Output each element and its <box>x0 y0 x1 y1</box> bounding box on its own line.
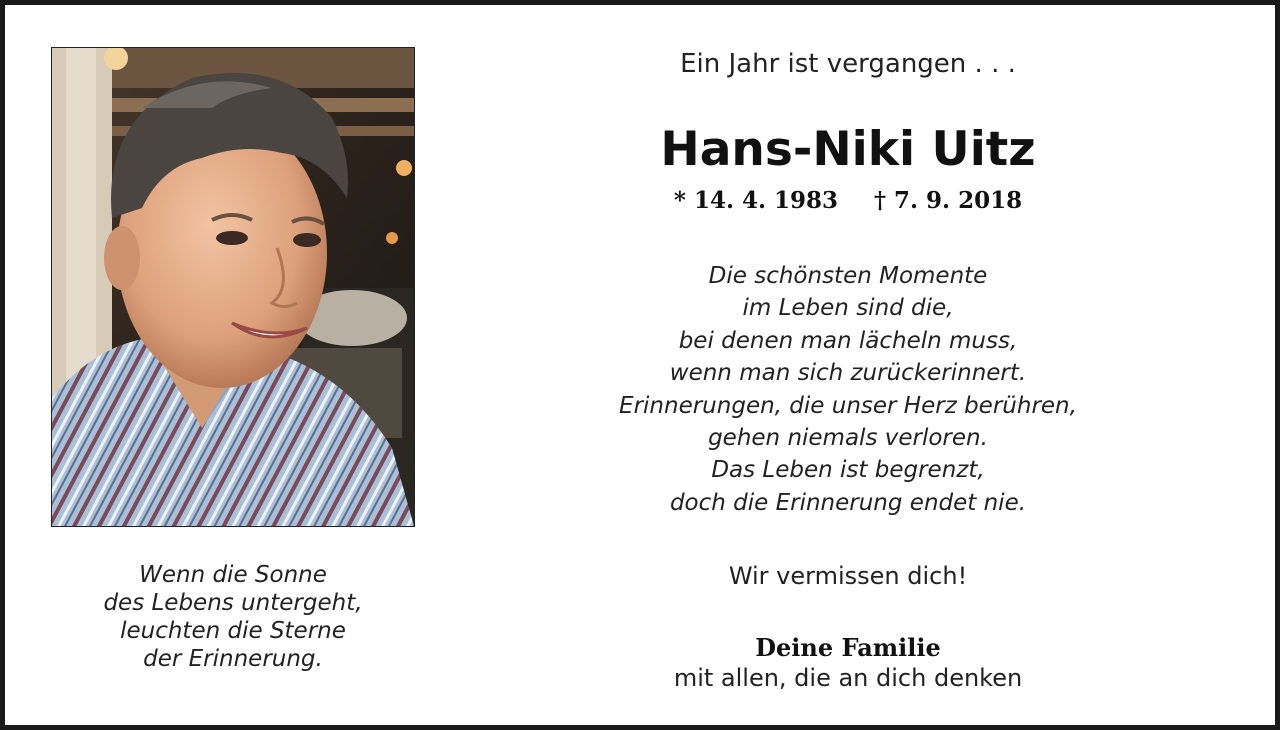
verse-line: leuchten die Sterne <box>120 618 346 644</box>
portrait-photo <box>51 47 415 527</box>
signature-block <box>565 633 1131 693</box>
poem-line: wenn man sich zurückerinnert. <box>669 360 1027 387</box>
verse-line: der Erinnerung. <box>143 646 323 672</box>
deceased-name: Hans-Niki Uitz <box>660 122 1036 177</box>
poem-line: Erinnerungen, die unser Herz berühren, <box>619 392 1077 419</box>
birth-date: * 14. 4. 1983 <box>673 187 838 214</box>
life-dates <box>565 186 1131 216</box>
signature-subline: mit allen, die an dich denken <box>673 664 1023 692</box>
verse-line: des Lebens untergeht, <box>103 590 363 616</box>
signature: Deine Familie <box>755 633 941 662</box>
intro-line: Ein Jahr ist vergangen . . . <box>680 49 1016 79</box>
memorial-verse <box>51 561 415 673</box>
poem-line: Die schönsten Momente <box>708 263 988 289</box>
verse-line: Wenn die Sonne <box>139 562 327 588</box>
poem-line: gehen niemals verloren. <box>708 425 988 452</box>
poem-line: im Leben sind die, <box>742 295 954 322</box>
memorial-poem <box>565 260 1131 519</box>
poem-line: Das Leben ist begrenzt, <box>711 457 985 484</box>
poem-line: bei denen man lächeln muss, <box>678 327 1018 354</box>
closing-line: Wir vermissen dich! <box>728 562 968 590</box>
poem-line: doch die Erinnerung endet nie. <box>669 489 1027 516</box>
death-date: † 7. 9. 2018 <box>874 187 1023 214</box>
